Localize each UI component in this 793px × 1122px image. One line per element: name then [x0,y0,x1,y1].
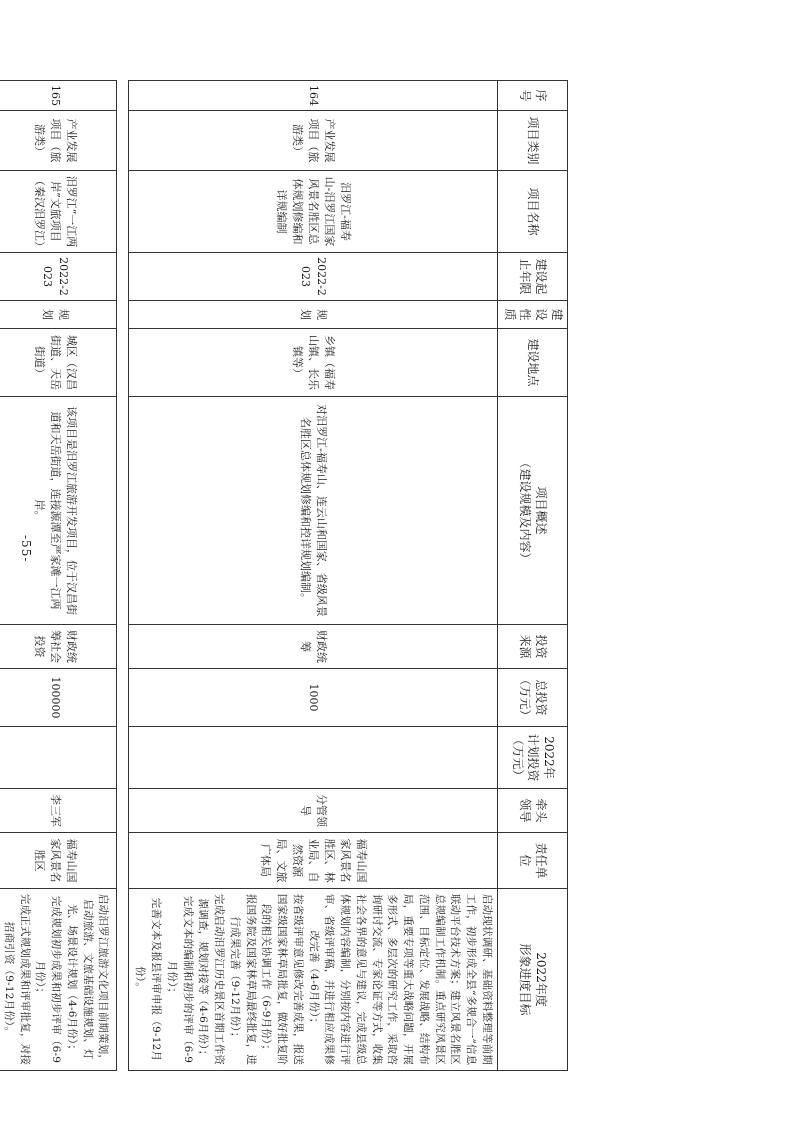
cell-category: 产业发展项目（旅游类） [0,111,116,171]
header-funding: 投资来源 [498,625,568,669]
header-unit: 责任单位 [498,833,568,889]
table-row [0,81,116,1071]
cell-total: 1000 [128,669,497,727]
cell-name: 汨罗江-福寿山-汨罗江国家风景名胜区总体规划修编和详规编制 [128,171,497,253]
cell-overview: 对汨罗江-福寿山、连云山和国家、省级风景名胜区总体规划修编和控详规划编制。 [128,397,497,625]
project-table [0,80,568,1071]
cell-unit: 福寿山国家风景名胜区 [0,833,116,889]
header-goal: 2022年度 形象进度目标 [498,889,568,1071]
cell-total: 100000 [0,669,116,727]
cell-period: 2022-2023 [0,253,116,301]
header-category: 项目类别 [498,111,568,171]
table-row [128,81,497,1071]
cell-plan2022 [0,727,116,789]
cell-location: 乡镇（福寿山镇、长乐镇等） [128,329,497,397]
header-leader: 牵头领导 [498,789,568,833]
separator-cell [116,81,128,1071]
header-name: 项目名称 [498,171,568,253]
cell-goal: 启动汨罗江旅游文化项目前期策划，启动旅游、文旅基础设施规划、灯光、场景设计规划（4-6月份）； 完成规划初步成果和初步评审（6-9月份）； 完成正式规划成果和评审批复，对接招商引资（9-12月份）。 [0,889,116,1071]
table-header-row [498,81,568,1071]
cell-funding: 财政统筹社会投资 [0,625,116,669]
row-separator [116,81,128,1071]
cell-leader: 李三军 [0,789,116,833]
cell-seq: 164 [128,81,497,111]
header-seq: 序号 [498,81,568,111]
cell-location: 城区（汉昌街道、天岳街道） [0,329,116,397]
cell-goal: 启动现状调研、基础资料整理等前期工作，初步形成全县“多规合一”信息联动平台技术方案；建立风景名胜区总规编制工作机制。重点研究风景区范围、目标定位、发展战略、结构布局，重要专项等重大战略问题，开展多形式、多层次的研究工作，采取咨询研讨交流、专家论证等方式，收集社会各界的意见与建议，完成县级总体规划内容编制，分别按内容进行评审、省级评审稿，并进行相应成果修改完善（4-6月份）； 按省级评审意见修改完善成果，报送国家级国家林草局批复，做好批复阶段的相关协调工作（6-9月份）； 报国务院及国家林草局最终批复，进行成果完善（9-12月份）； 完成启动汨罗江历史景区首期工作资源调查，规划对接等（4-6月份）； 完成文本的编制和初步的评审（6-9月份）； 完善文本及报县评审申报（9-12月份）。 [128,889,497,1071]
cell-seq: 165 [0,81,116,111]
cell-leader: 分管领导 [128,789,497,833]
cell-overview: 该项目是汨罗江旅游开发项目，位于汉昌街道和天岳街道，连接源潭至严家滩一江两岸。 [0,397,116,625]
header-plan2022: 2022年 计划投资 （万元） [498,727,568,789]
page-number: -55- [19,535,33,563]
header-location: 建设地点 [498,329,568,397]
header-total: 总投资 （万元） [498,669,568,727]
cell-nature: 规划 [128,301,497,329]
cell-category: 产业发展项目（旅游类） [128,111,497,171]
cell-name: 汨罗江“一江两岸”文旅项目（秦汉汨罗江） [0,171,116,253]
cell-nature: 规划 [0,301,116,329]
header-nature: 建设性质 [498,301,568,329]
header-overview: 项目概述 （建设规模及内容） [498,397,568,625]
cell-plan2022 [128,727,497,789]
header-period: 建设起止年限 [498,253,568,301]
cell-unit: 福寿山国家风景名胜区、林业局、自然资源局、文旅广体局 [128,833,497,889]
cell-period: 2022-2023 [128,253,497,301]
cell-funding: 财政统筹 [128,625,497,669]
